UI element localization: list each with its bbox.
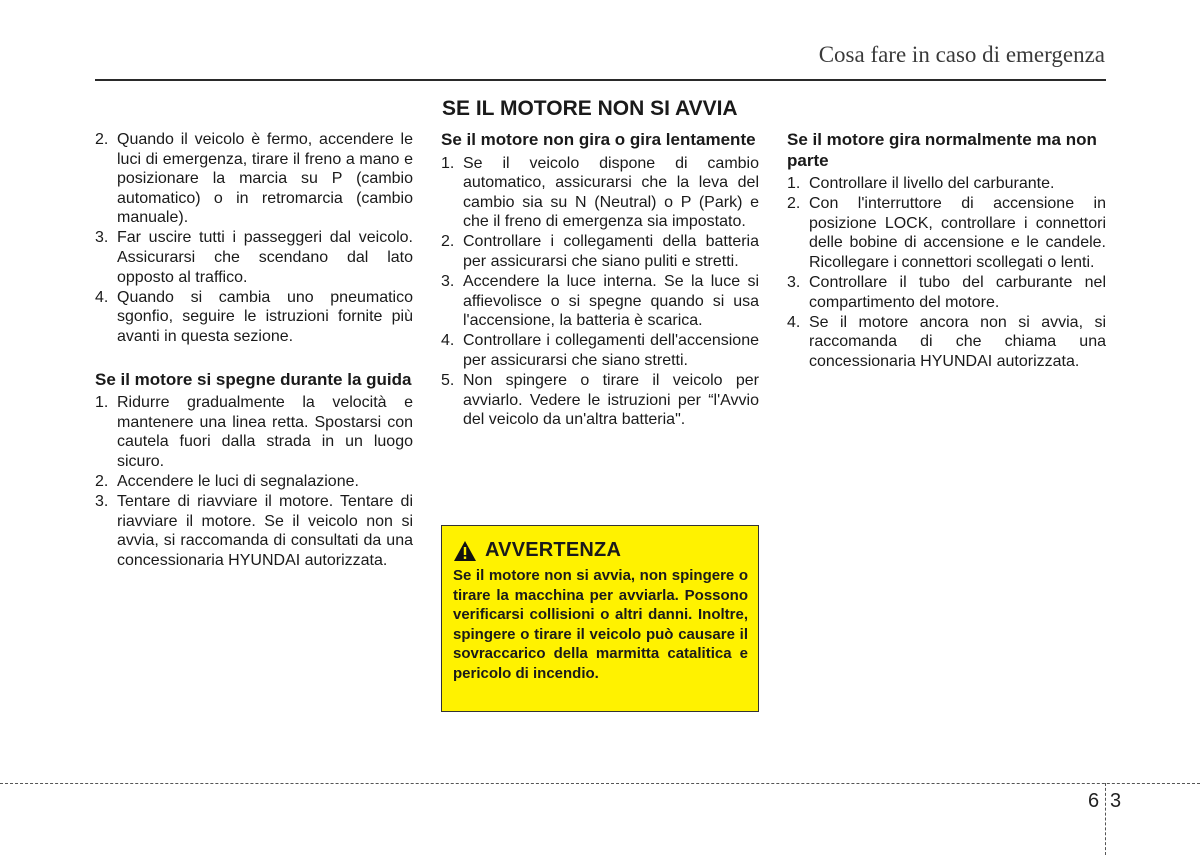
item-number: 1. <box>787 175 801 192</box>
item-number: 3. <box>787 273 801 291</box>
item-number: 1. <box>441 154 455 172</box>
list-item <box>95 228 413 287</box>
item-number: 2. <box>441 233 455 251</box>
item-number: 1. <box>95 394 109 412</box>
item-text: Controllare il tubo del carburante nel compartimento del motore. <box>809 273 1106 311</box>
list-item <box>95 288 413 347</box>
section-title: SE IL MOTORE NON SI AVVIA <box>442 97 738 120</box>
warning-title: AVVERTENZA <box>485 539 622 561</box>
right-column <box>787 130 1106 372</box>
list-no-crank <box>441 154 759 430</box>
list-item <box>441 272 759 331</box>
item-text: Quando il veicolo è fermo, accendere le luci di emergenza, tirare il freno a mano e posizionare la marcia su P (cambio automatico) o in retromarcia (cambio manuale). <box>117 131 413 227</box>
warning-box <box>441 525 759 712</box>
list-top <box>95 130 413 347</box>
warning-text: Se il motore non si avvia, non spingere o tirare la macchina per avviarla. Possono verificarsi collisioni o altri danni. Inoltre, spingere o tirare il veicolo può causare il sovraccarico della marmitta catalitica e pericolo di incendio. <box>453 567 748 682</box>
item-text: Ridurre gradualmente la velocità e mantenere una linea retta. Spostarsi con cautela fuori dalla strada in un luogo sicuro. <box>117 394 413 470</box>
item-text: Far uscire tutti i passeggeri dal veicolo. Assicurarsi che scendano dal lato opposto al traffico. <box>117 229 413 286</box>
list-item <box>441 331 759 370</box>
item-text: Tentare di riavviare il motore. Tentare di riavviare il motore. Se il veicolo non si avvia, si raccomanda di consultati da una concessionaria HYUNDAI autorizzata. <box>117 493 413 569</box>
list-item <box>787 174 1106 194</box>
header-rule <box>95 79 1106 81</box>
list-item <box>787 273 1106 312</box>
item-text: Non spingere o tirare il veicolo per avviarlo. Vedere le istruzioni per “l'Avvio del veicolo da un'altra batteria". <box>463 372 759 429</box>
middle-column <box>441 130 759 430</box>
list-item <box>95 130 413 228</box>
item-number: 4. <box>787 313 801 331</box>
item-text: Controllare i collegamenti dell'accensione per assicurarsi che siano stretti. <box>463 332 759 369</box>
list-stall <box>95 393 413 570</box>
running-header: Cosa fare in caso di emergenza <box>818 42 1105 67</box>
page-number: 3 <box>1110 790 1122 812</box>
item-number: 5. <box>441 372 455 390</box>
list-item <box>441 371 759 430</box>
subsection-heading: Se il motore gira normalmente ma non parte <box>787 130 1097 170</box>
item-text: Controllare i collegamenti della batteria per assicurarsi che siano puliti e stretti. <box>463 233 759 270</box>
list-item <box>787 194 1106 272</box>
item-number: 4. <box>95 288 109 306</box>
subsection-heading: Se il motore non gira o gira lentamente <box>441 130 756 149</box>
item-text: Accendere le luci di segnalazione. <box>117 472 359 490</box>
item-number: 2. <box>95 472 109 490</box>
item-text: Con l'interruttore di accensione in posizione LOCK, controllare i connettori delle bobine di accensione e le candele. Ricollegare i connettori scollegati o lenti. <box>809 195 1106 271</box>
chapter-number: 6 <box>1088 790 1100 812</box>
item-number: 4. <box>441 332 455 350</box>
item-text: Controllare il livello del carburante. <box>809 175 1055 192</box>
item-text: Se il veicolo dispone di cambio automatico, assicurarsi che la leva del cambio sia su N (Neutral) o P (Park) e che il freno di emergenza sia impostato. <box>463 154 759 231</box>
subsection-heading: Se il motore si spegne durante la guida <box>95 369 412 389</box>
item-number: 2. <box>787 195 801 213</box>
list-item <box>787 313 1106 372</box>
list-item <box>95 393 413 471</box>
page-number-divider <box>1105 783 1106 855</box>
item-text: Accendere la luce interna. Se la luce si affievolisce o si spegne quando si usa l'accensione, la batteria è scarica. <box>463 273 759 330</box>
list-cranks-no-start <box>787 174 1106 371</box>
item-text: Se il motore ancora non si avvia, si raccomanda di che chiama una concessionaria HYUNDAI autorizzata. <box>809 313 1106 370</box>
list-item <box>441 154 759 232</box>
item-number: 2. <box>95 131 109 148</box>
warning-header <box>453 539 748 562</box>
item-text: Quando si cambia uno pneumatico sgonfio, seguire le istruzioni fornite più avanti in questa sezione. <box>117 288 413 345</box>
list-item <box>95 492 413 570</box>
item-number: 3. <box>95 229 109 247</box>
item-number: 3. <box>441 273 455 291</box>
left-column <box>95 130 413 571</box>
list-item <box>95 472 413 492</box>
warning-triangle-icon <box>453 540 477 562</box>
list-item <box>441 232 759 271</box>
item-number: 3. <box>95 493 109 510</box>
footer-divider <box>0 783 1200 784</box>
